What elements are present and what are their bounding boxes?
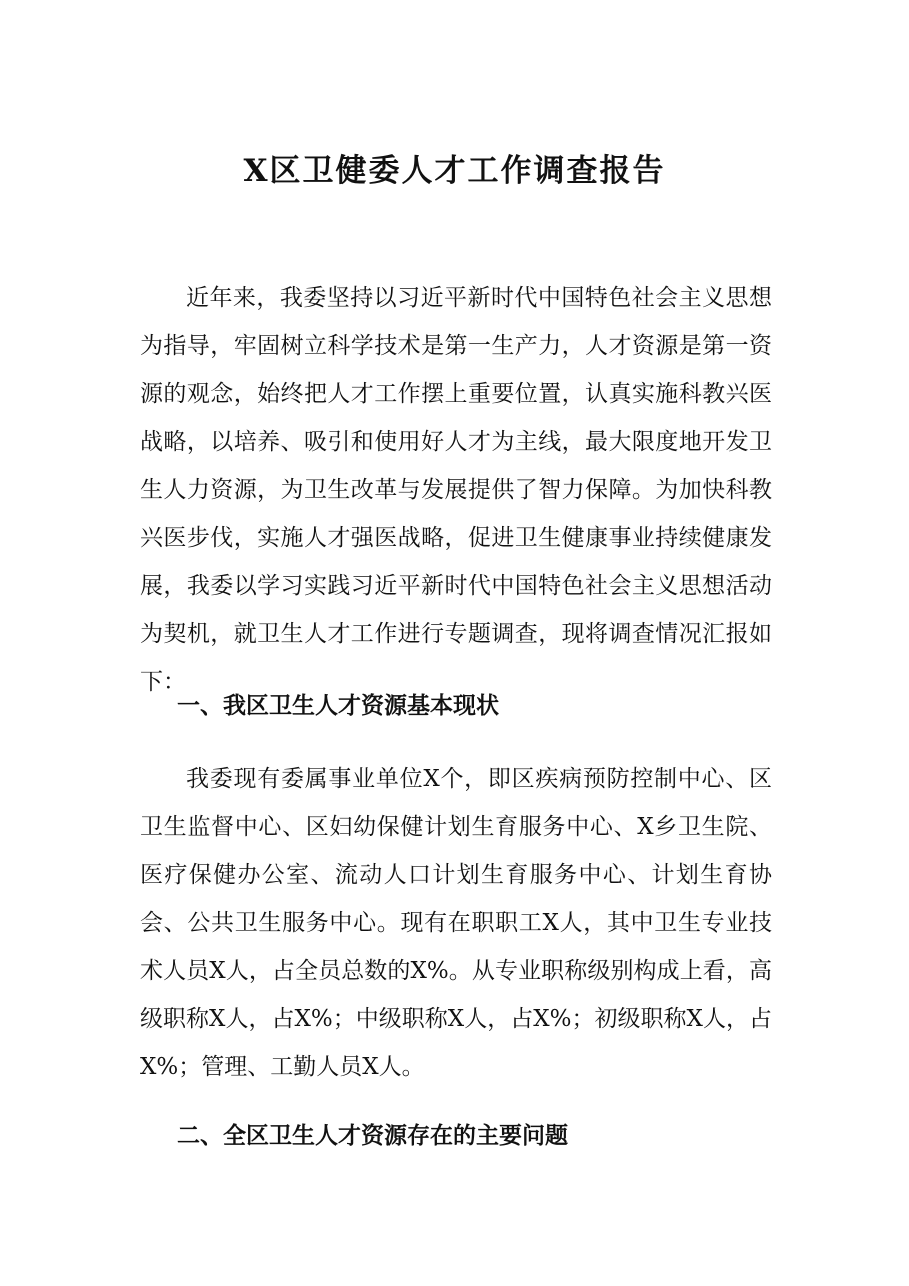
section-heading-1: 一、我区卫生人才资源基本现状	[177, 692, 499, 719]
section-heading-2: 二、全区卫生人才资源存在的主要问题	[177, 1122, 568, 1149]
intro-paragraph: 近年来，我委坚持以习近平新时代中国特色社会主义思想为指导，牢固树立科学技术是第一生产力，人才资源是第一资源的观念，始终把人才工作摆上重要位置，认真实施科教兴医战略，以培养、吸引和使用好人才为主线，最大限度地开发卫生人力资源，为卫生改革与发展提供了智力保障。为加快科教兴医步伐，实施人才强医战略，促进卫生健康事业持续健康发展，我委以学习实践习近平新时代中国特色社会主义思想活动为契机，就卫生人才工作进行专题调查，现将调查情况汇报如下：	[140, 285, 772, 695]
document-title: X区卫健委人才工作调查报告	[243, 153, 666, 189]
status-paragraph: 我委现有委属事业单位X个，即区疾病预防控制中心、区卫生监督中心、区妇幼保健计划生育服务中心、X乡卫生院、医疗保健办公室、流动人口计划生育服务中心、计划生育协会、公共卫生服务中心。现有在职职工X人，其中卫生专业技术人员X人，占全员总数的X%。从专业职称级别构成上看，高级职称X人，占X%；中级职称X人，占X%；初级职称X人，占X%；管理、工勤人员X人。	[140, 766, 772, 1080]
